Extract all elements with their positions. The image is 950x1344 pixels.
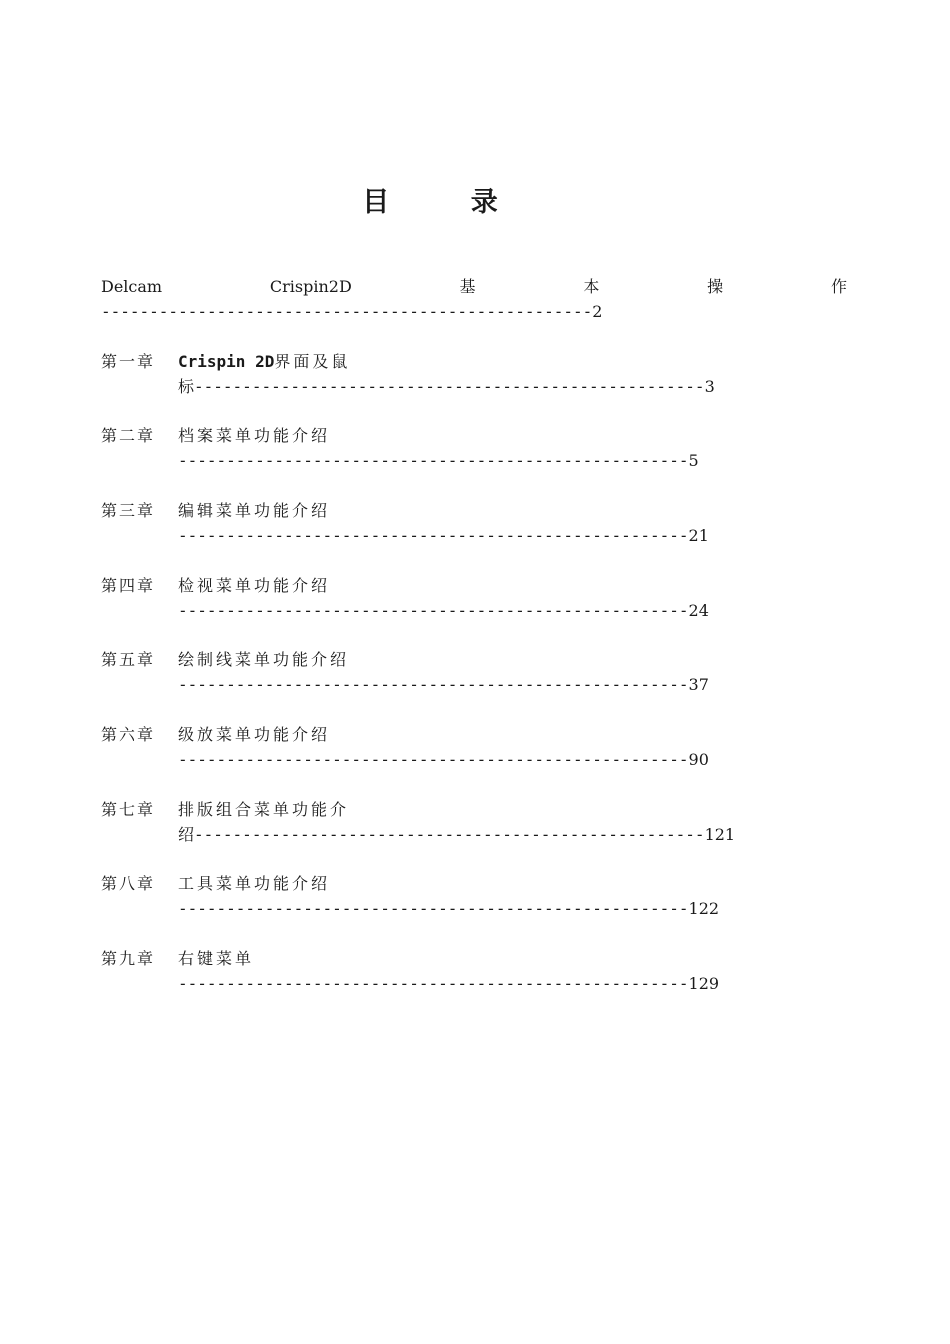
chapter-title bbox=[178, 647, 878, 672]
intro-word: Crispin2D bbox=[269, 277, 352, 296]
page-number: 129 bbox=[688, 974, 720, 993]
chapter-title-text: 右键菜单 bbox=[178, 949, 255, 968]
dot-leader: ----------------------------------------------------- bbox=[178, 451, 689, 470]
intro-word: Delcam bbox=[101, 277, 163, 296]
intro-leader-line bbox=[101, 299, 847, 324]
chapter-leader-line bbox=[178, 896, 878, 921]
chapter-title bbox=[178, 573, 878, 598]
intro-word: 本 bbox=[583, 277, 600, 296]
dot-leader: ----------------------------------------------------- bbox=[178, 899, 689, 918]
intro-word: 作 bbox=[830, 277, 847, 296]
chapter-leader-line bbox=[178, 523, 878, 548]
chapter-title bbox=[178, 871, 878, 896]
dot-leader: ----------------------------------------------------- bbox=[194, 377, 705, 396]
chapter-leader-line bbox=[178, 672, 878, 697]
chapter-title-text: 绘制线菜单功能介绍 bbox=[178, 650, 350, 669]
dot-leader: ----------------------------------------------------- bbox=[178, 526, 689, 545]
page-number: 121 bbox=[704, 825, 736, 844]
page-number: 122 bbox=[688, 899, 720, 918]
intro-word: 操 bbox=[707, 277, 724, 296]
intro-word: 基 bbox=[459, 277, 476, 296]
leader-prefix: 标 bbox=[178, 377, 195, 396]
dot-leader: ----------------------------------------------------- bbox=[178, 974, 689, 993]
chapter-title-text: 编辑菜单功能介绍 bbox=[178, 501, 331, 520]
chapter-label: 第三章 bbox=[101, 501, 156, 520]
toc-title: 目 录 bbox=[362, 187, 534, 218]
chapter-label: 第一章 bbox=[101, 352, 156, 371]
page-number: 21 bbox=[688, 526, 709, 545]
chapter-title bbox=[178, 423, 878, 448]
chapter-label: 第八章 bbox=[101, 874, 156, 893]
chapter-title bbox=[178, 946, 878, 971]
page-number: 5 bbox=[688, 451, 699, 470]
chapter-title bbox=[178, 722, 878, 747]
chapter-leader-line bbox=[178, 374, 878, 399]
chapter-leader-line bbox=[178, 448, 878, 473]
chapter-title bbox=[178, 349, 878, 374]
chapter-title-text: 工具菜单功能介绍 bbox=[178, 874, 331, 893]
chapter-label: 第七章 bbox=[101, 800, 156, 819]
chapter-title-text: 检视菜单功能介绍 bbox=[178, 576, 331, 595]
chapter-title bbox=[178, 498, 878, 523]
intro-title-words bbox=[101, 274, 847, 299]
dot-leader: --------------------------------------------------- bbox=[101, 302, 593, 321]
page-number: 2 bbox=[592, 302, 603, 321]
chapter-label: 第九章 bbox=[101, 949, 156, 968]
chapter-title-text: 级放菜单功能介绍 bbox=[178, 725, 331, 744]
chapter-leader-line bbox=[178, 747, 878, 772]
chapter-title bbox=[178, 797, 878, 822]
chapter-leader-line bbox=[178, 822, 878, 847]
page-number: 37 bbox=[688, 675, 709, 694]
chapter-label: 第二章 bbox=[101, 426, 156, 445]
chapter-label: 第五章 bbox=[101, 650, 156, 669]
toc-intro-entry[interactable] bbox=[101, 274, 847, 324]
chapter-leader-line bbox=[178, 598, 878, 623]
dot-leader: ----------------------------------------------------- bbox=[194, 825, 705, 844]
dot-leader: ----------------------------------------------------- bbox=[178, 675, 689, 694]
chapter-title-text: 排版组合菜单功能介 bbox=[178, 800, 350, 819]
chapter-title-text: 界面及鼠 bbox=[274, 352, 351, 371]
chapter-label: 第六章 bbox=[101, 725, 156, 744]
page-number: 24 bbox=[688, 601, 709, 620]
page-number: 90 bbox=[688, 750, 709, 769]
dot-leader: ----------------------------------------------------- bbox=[178, 750, 689, 769]
chapter-label: 第四章 bbox=[101, 576, 156, 595]
page-number: 3 bbox=[704, 377, 715, 396]
chapter-title-text: 档案菜单功能介绍 bbox=[178, 426, 331, 445]
dot-leader: ----------------------------------------------------- bbox=[178, 601, 689, 620]
leader-prefix: 绍 bbox=[178, 825, 195, 844]
chapter-title-latin: Crispin 2D bbox=[178, 352, 275, 371]
chapter-leader-line bbox=[178, 971, 878, 996]
